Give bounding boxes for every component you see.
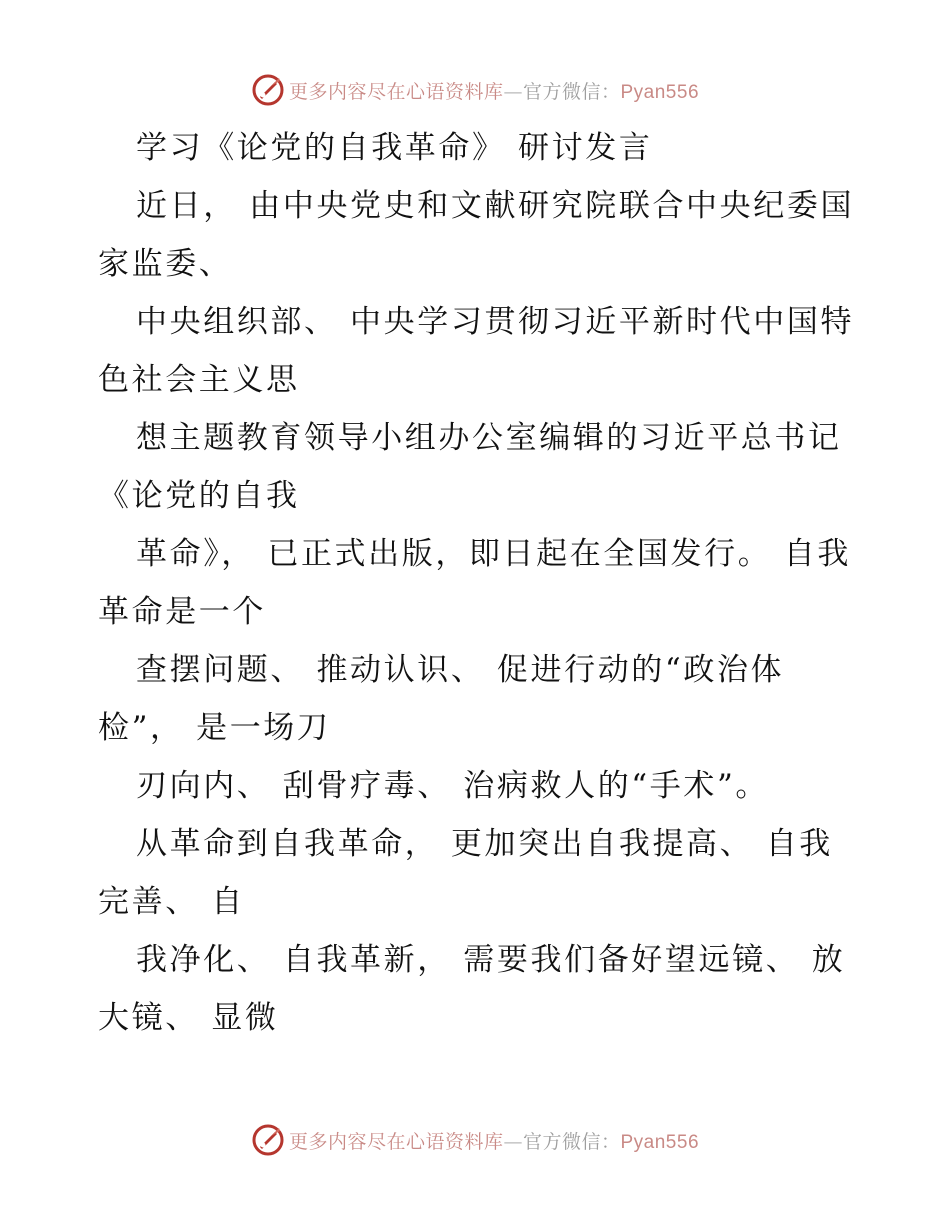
quill-seal-logo-icon bbox=[251, 1123, 285, 1157]
paragraph: 想主题教育领导小组办公室编辑的习近平总书记《论党的自我 bbox=[98, 420, 842, 514]
document-body bbox=[98, 119, 858, 1047]
watermark-brand: 更多内容尽在心语资料库 bbox=[288, 80, 504, 103]
watermark-wechat-label: 官方微信： bbox=[522, 80, 621, 103]
paragraph: 从革命到自我革命， 更加突出自我提高、 自我完善、 自 bbox=[98, 826, 833, 920]
paragraph: 革命》， 已正式出版，即日起在全国发行。 自我革命是一个 bbox=[98, 536, 852, 630]
watermark-text bbox=[289, 1127, 699, 1154]
watermark-wechat-id: Pyan556 bbox=[620, 81, 700, 103]
watermark-brand: 更多内容尽在心语资料库 bbox=[288, 1130, 504, 1153]
paragraph: 中央组织部、 中央学习贯彻习近平新时代中国特色社会主义思 bbox=[98, 304, 855, 398]
header-watermark bbox=[0, 70, 950, 110]
watermark-separator: — bbox=[503, 80, 523, 103]
paragraph: 刃向内、 刮骨疗毒、 治病救人的“手术”。 bbox=[136, 768, 770, 804]
watermark-wechat-id: Pyan556 bbox=[620, 1131, 700, 1153]
paragraph: 近日， 由中央党史和文献研究院联合中央纪委国家监委、 bbox=[98, 188, 855, 282]
document-title: 学习《论党的自我革命》 研讨发言 bbox=[136, 130, 653, 166]
footer-watermark bbox=[0, 1120, 950, 1160]
quill-seal-logo-icon bbox=[251, 73, 285, 107]
watermark-text bbox=[289, 77, 699, 104]
watermark-separator: — bbox=[503, 1130, 523, 1153]
paragraph: 查摆问题、 推动认识、 促进行动的“政治体检”， 是一场刀 bbox=[98, 652, 785, 746]
paragraph: 我净化、 自我革新， 需要我们备好望远镜、 放大镜、 显微 bbox=[98, 942, 846, 1036]
watermark-wechat-label: 官方微信： bbox=[522, 1130, 621, 1153]
